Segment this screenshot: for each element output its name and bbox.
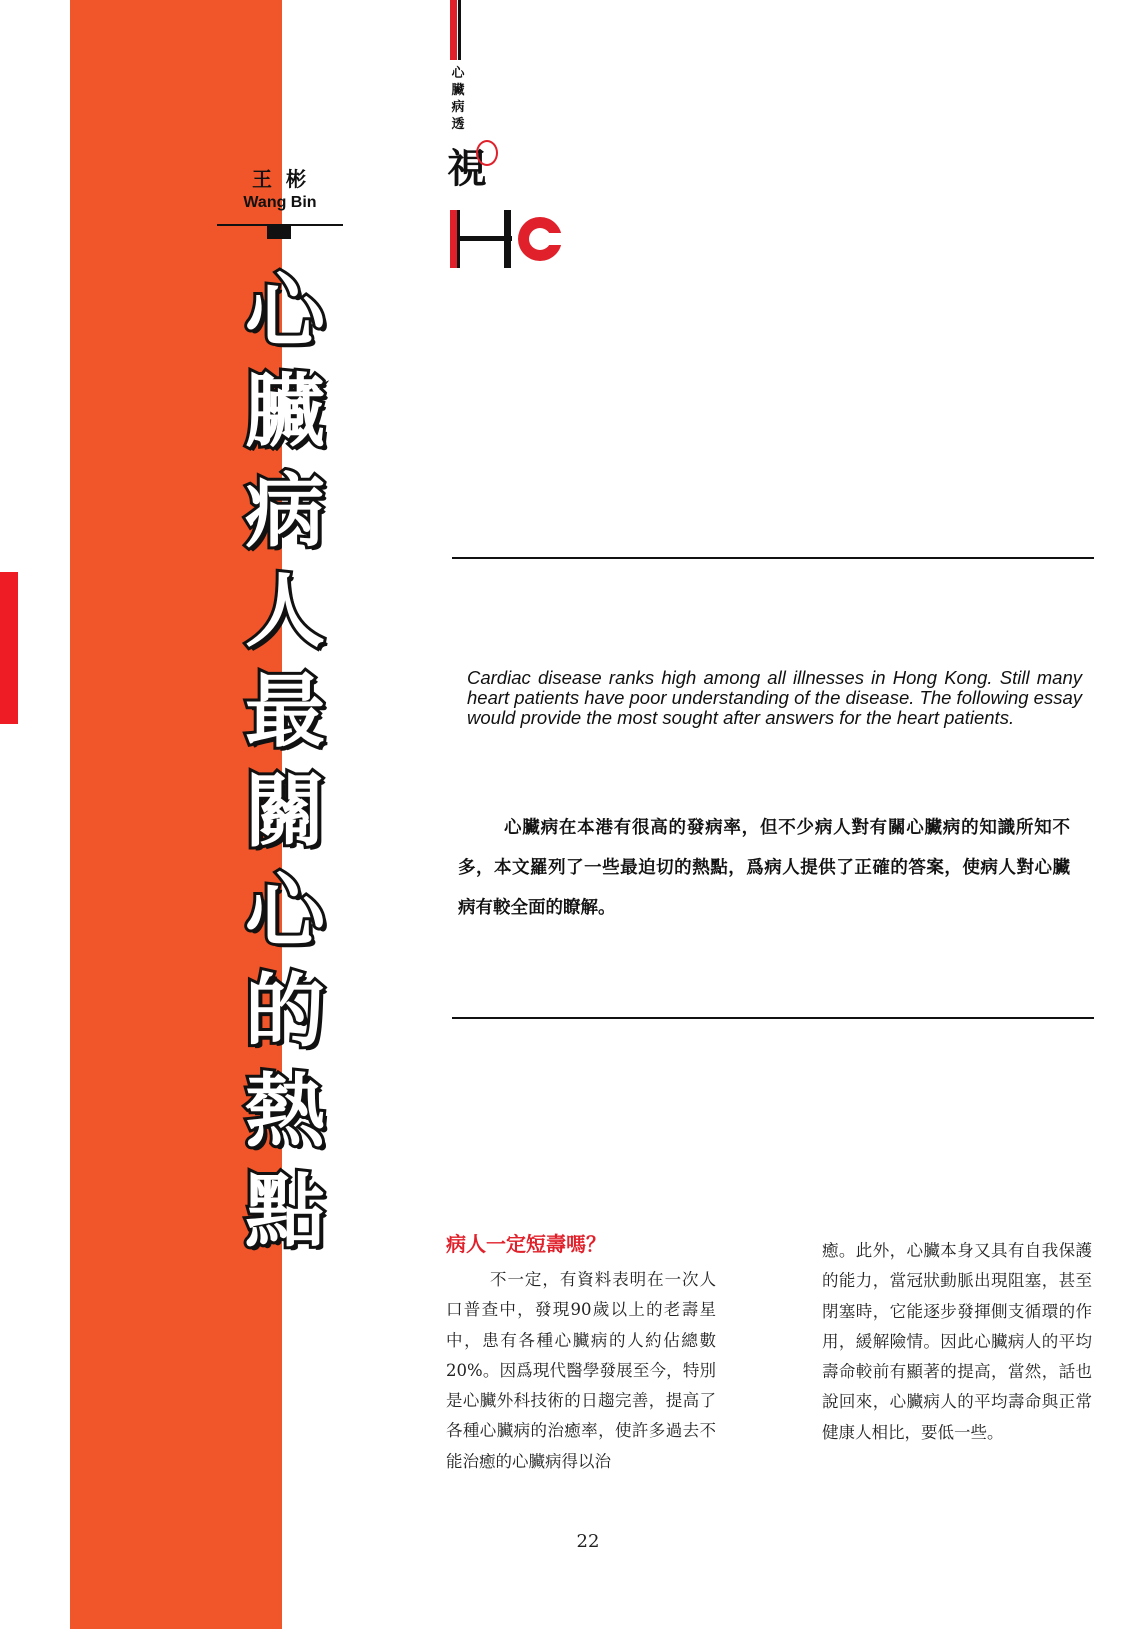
abstract-chinese: 心臟病在本港有很高的發病率，但不少病人對有關心臟病的知識所知不多，本文羅列了一些最迫切的熱點，爲病人提供了正確的答案，使病人對心臟病有較全面的瞭解。 — [458, 818, 1070, 918]
title-char: 病 — [245, 465, 325, 558]
author-name-cn: 王彬 — [252, 167, 320, 191]
title-char: 的 — [245, 965, 325, 1058]
author-byline — [218, 163, 342, 212]
title-char: 最 — [245, 665, 325, 758]
hc-logo — [448, 210, 572, 268]
author-rule-block — [267, 226, 291, 239]
section-heading: 病人一定短壽嗎？ — [446, 1232, 606, 1256]
author-name-en: Wang Bin — [243, 194, 317, 211]
body-column-2: 癒。此外，心臟本身又具有自我保護的能力，當冠狀動脈出現阻塞，甚至閉塞時，它能逐步發揮側支循環的作用，緩解險情。因此心臟病人的平均壽命較前有顯著的提高，當然，話也說回來，心臟病人的平均壽命與正常健康人相比，要低一些。 — [822, 1241, 1092, 1442]
column-red-bar — [450, 0, 457, 60]
logo-bar-left-red — [450, 210, 457, 268]
title-char: 臟 — [245, 365, 325, 458]
divider-bottom — [452, 1017, 1094, 1019]
logo-bar-right — [504, 210, 511, 268]
abstract-english: Cardiac disease ranks high among all illnesses in Hong Kong. Still many heart patients have poor understanding of the disease. The following essay would provide the most sought after answers for the heart patients. — [467, 667, 1083, 728]
article-title — [226, 262, 344, 1262]
title-char: 關 — [245, 765, 325, 858]
title-char: 點 — [245, 1165, 325, 1258]
title-char: 心 — [245, 865, 325, 958]
red-edge-tab — [0, 572, 18, 724]
divider-top — [452, 557, 1094, 559]
column-badge-icon — [476, 140, 498, 166]
title-char: 人 — [245, 565, 325, 658]
column-label: 心臟病透 — [451, 66, 465, 132]
column-big-char: 視 — [447, 146, 487, 192]
body-column-1: 不一定，有資料表明在一次人口普查中，發現90歲以上的老壽星中，患有各種心臟病的人約佔總數20%。因爲現代醫學發展至今，特別是心臟外科技術的日趨完善，提高了各種心臟病的治癒率，使許多過去不能治癒的心臟病得以治 — [446, 1270, 716, 1471]
title-char: 熱 — [245, 1065, 325, 1158]
page-number: 22 — [576, 1531, 600, 1552]
title-char: 心 — [245, 265, 325, 358]
logo-c-gap — [544, 233, 566, 245]
column-black-bar — [458, 0, 461, 60]
logo-bar-left-black — [457, 210, 460, 268]
